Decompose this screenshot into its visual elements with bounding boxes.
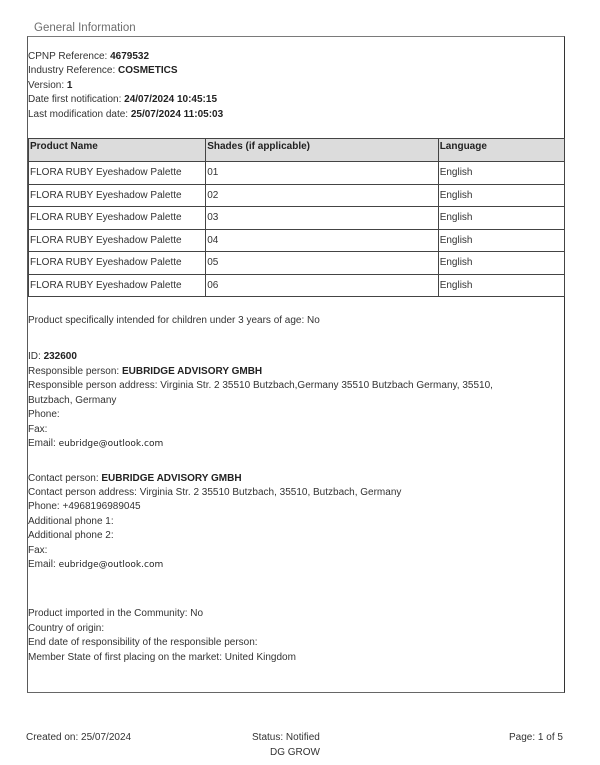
header-shades: Shades (if applicable) xyxy=(206,139,439,162)
shade-cell: 01 xyxy=(206,162,439,185)
page-number: Page: 1 of 5 xyxy=(509,732,563,743)
contact-email xyxy=(28,559,163,571)
country-of-origin: Country of origin: xyxy=(28,623,105,634)
version-label: Version: xyxy=(28,80,67,91)
cpnp-value: 4679532 xyxy=(110,51,150,62)
responsible-person-value: EUBRIDGE ADVISORY GMBH xyxy=(121,366,263,377)
last-modification-label: Last modification date: xyxy=(28,109,131,120)
dg-grow: DG GROW xyxy=(270,747,320,758)
table-row xyxy=(29,274,565,297)
table-row xyxy=(29,184,565,207)
id-label: ID: xyxy=(28,351,44,362)
children-under-3-statement: Product specifically intended for children under 3 years of age: No xyxy=(28,315,320,326)
date-first-notification xyxy=(28,94,217,106)
product-imported: Product imported in the Community: No xyxy=(28,608,204,619)
responsible-phone: Phone: xyxy=(28,409,60,420)
product-name-cell: FLORA RUBY Eyeshadow Palette xyxy=(29,162,206,185)
header-product-name: Product Name xyxy=(29,139,206,162)
contact-person-label: Contact person: xyxy=(28,473,102,484)
product-name-cell: FLORA RUBY Eyeshadow Palette xyxy=(29,274,206,297)
industry-label: Industry Reference: xyxy=(28,65,119,76)
responsible-person-label: Responsible person: xyxy=(28,366,122,377)
status: Status: Notified xyxy=(252,732,320,743)
products-table xyxy=(28,138,565,297)
contact-additional-phone-1: Additional phone 1: xyxy=(28,516,114,527)
industry-reference xyxy=(28,65,178,77)
header-language: Language xyxy=(438,139,564,162)
language-cell: English xyxy=(438,207,564,230)
general-information-frame xyxy=(27,36,565,693)
email-label: Email: xyxy=(28,559,59,570)
cpnp-reference xyxy=(28,51,149,63)
last-modification-value: 25/07/2024 11:05:03 xyxy=(130,109,224,120)
responsible-address-line1: Responsible person address: Virginia Str. 2 35510 Butzbach,Germany 35510 Butzbach Germany, 35510, xyxy=(28,380,493,391)
id-value: 232600 xyxy=(43,351,77,362)
product-name-cell: FLORA RUBY Eyeshadow Palette xyxy=(29,252,206,275)
responsible-fax: Fax: xyxy=(28,424,48,435)
language-cell: English xyxy=(438,229,564,252)
responsible-person xyxy=(28,366,262,378)
table-header-row xyxy=(29,139,565,162)
language-cell: English xyxy=(438,252,564,275)
product-name-cell: FLORA RUBY Eyeshadow Palette xyxy=(29,207,206,230)
cpnp-label: CPNP Reference: xyxy=(28,51,111,62)
table-row xyxy=(29,162,565,185)
contact-fax: Fax: xyxy=(28,545,48,556)
table-row xyxy=(29,207,565,230)
product-name-cell: FLORA RUBY Eyeshadow Palette xyxy=(29,184,206,207)
version xyxy=(28,80,72,92)
contact-person-value: EUBRIDGE ADVISORY GMBH xyxy=(101,473,242,484)
responsible-id xyxy=(28,351,77,363)
first-notification-label: Date first notification: xyxy=(28,94,125,105)
email-value: eubridge@outlook.com xyxy=(58,560,164,570)
language-cell: English xyxy=(438,184,564,207)
version-value: 1 xyxy=(66,80,73,91)
product-name-cell: FLORA RUBY Eyeshadow Palette xyxy=(29,229,206,252)
member-state-first-placing: Member State of first placing on the market: United Kingdom xyxy=(28,652,296,663)
language-cell: English xyxy=(438,274,564,297)
created-on: Created on: 25/07/2024 xyxy=(26,732,132,743)
email-value: eubridge@outlook.com xyxy=(58,439,164,449)
email-label: Email: xyxy=(28,438,59,449)
language-cell: English xyxy=(438,162,564,185)
responsible-address-line2: Butzbach, Germany xyxy=(28,395,117,406)
shade-cell: 02 xyxy=(206,184,439,207)
table-row xyxy=(29,229,565,252)
first-notification-value: 24/07/2024 10:45:15 xyxy=(124,94,218,105)
table-row xyxy=(29,252,565,275)
end-date-responsibility: End date of responsibility of the responsible person: xyxy=(28,637,258,648)
contact-additional-phone-2: Additional phone 2: xyxy=(28,530,114,541)
contact-person xyxy=(28,473,242,485)
shade-cell: 04 xyxy=(206,229,439,252)
shade-cell: 06 xyxy=(206,274,439,297)
shade-cell: 03 xyxy=(206,207,439,230)
shade-cell: 05 xyxy=(206,252,439,275)
last-modification-date xyxy=(28,109,223,121)
contact-address: Contact person address: Virginia Str. 2 35510 Butzbach, 35510, Butzbach, Germany xyxy=(28,487,402,498)
responsible-email xyxy=(28,438,163,450)
section-title: General Information xyxy=(34,22,136,34)
contact-phone: Phone: +4968196989045 xyxy=(28,501,141,512)
industry-value: COSMETICS xyxy=(118,65,178,76)
